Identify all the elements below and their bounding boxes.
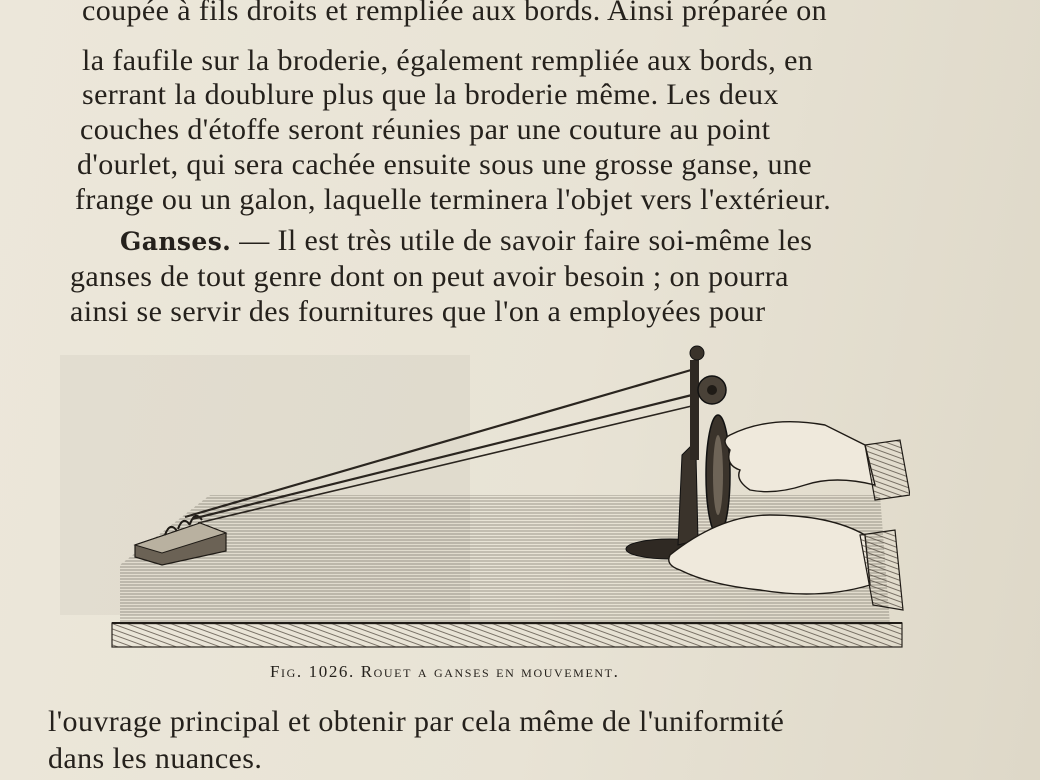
section-line-2: ganses de tout genre dont on peut avoir besoin ; on pourra — [70, 260, 789, 293]
section-heading: Ganses. — [120, 227, 232, 256]
bottom-line-2: dans les nuances. — [48, 742, 263, 775]
figure-caption: Fig. 1026. Rouet a ganses en mouvement. — [270, 662, 620, 681]
text-line-2: la faufile sur la broderie, également rempliée aux bords, en — [82, 44, 814, 77]
text-line-1: coupée à fils droits et rempliée aux bords. Ainsi préparée on — [82, 0, 828, 27]
section-line-3: ainsi se servir des fournitures que l'on a employées pour — [70, 295, 766, 328]
cord-1 — [185, 368, 698, 517]
spinning-wheel-engraving — [100, 335, 910, 655]
upper-hand — [725, 422, 875, 492]
bottom-line-1: l'ouvrage principal et obtenir par cela même de l'uniformité — [48, 705, 785, 738]
section-first-line — [120, 224, 812, 258]
section-first-text: — Il est très utile de savoir faire soi-même les — [231, 224, 813, 257]
text-line-3: serrant la doublure plus que la broderie même. Les deux — [82, 78, 779, 111]
text-line-4: couches d'étoffe seront réunies par une couture au point — [80, 113, 771, 146]
text-line-5: d'ourlet, qui sera cachée ensuite sous une grosse ganse, une — [77, 148, 813, 181]
text-line-6: frange ou un galon, laquelle terminera l'objet vers l'extérieur. — [75, 183, 832, 216]
table-edge — [112, 623, 902, 647]
